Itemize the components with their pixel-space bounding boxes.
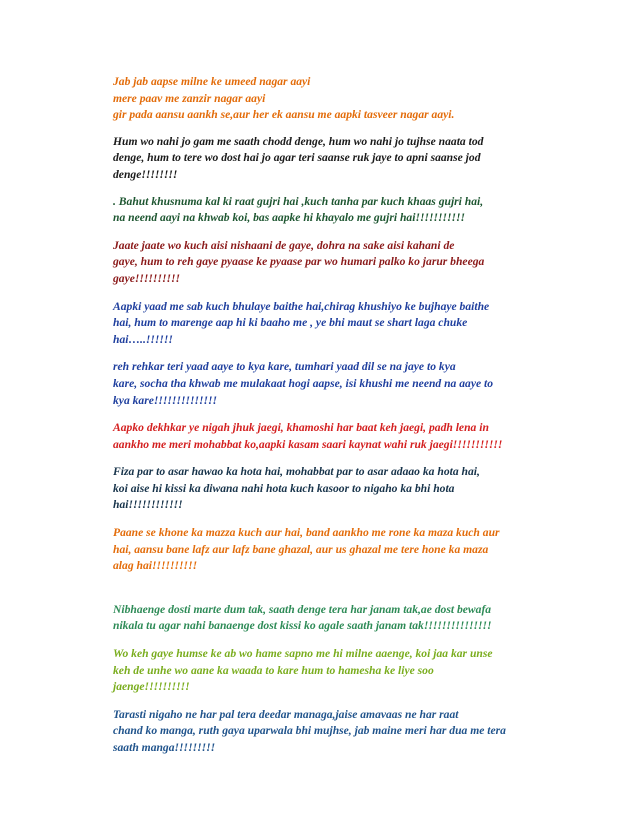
stanza-5 [113, 299, 553, 349]
stanza-10 [113, 602, 553, 635]
stanza-line: Paane se khone ka mazza kuch aur hai, band aankho me rone ka maza kuch aur [113, 526, 500, 540]
stanza-3 [113, 194, 553, 227]
stanza-line: mere paav me zanzir nagar aayi [113, 91, 266, 105]
stanza-line: Aapki yaad me sab kuch bhulaye baithe hai,chirag khushiyo ke bujhaye baithe [113, 299, 490, 313]
stanza-1 [113, 74, 553, 124]
stanza-line: hai, hum to marenge aap hi ki baaho me , ye bhi maut se shart laga chuke [113, 316, 468, 330]
stanza-line: Aapko dekhkar ye nigah jhuk jaegi, khamoshi har baat keh jaegi, padh lena in [113, 421, 489, 435]
stanza-line: hai!!!!!!!!!!!! [113, 498, 183, 512]
stanza-line: reh rehkar teri yaad aaye to kya kare, tumhari yaad dil se na jaye to kya [113, 360, 456, 374]
stanza-6 [113, 359, 553, 409]
stanza-line: Hum wo nahi jo gam me saath chodd denge, hum wo nahi jo tujhse naata tod [113, 134, 484, 148]
stanza-12 [113, 707, 553, 757]
stanza-line: jaenge!!!!!!!!!! [113, 680, 190, 694]
stanza-line: gaye, hum to reh gaye pyaase ke pyaase par wo humari palko ko jarur bheega [113, 255, 485, 269]
stanza-line: denge, hum to tere wo dost hai jo agar teri saanse ruk jaye to apni saanse jod [113, 151, 481, 165]
stanza-line: kya kare!!!!!!!!!!!!!! [113, 393, 218, 407]
stanza-line: gaye!!!!!!!!!! [113, 271, 181, 285]
stanza-line: keh de unhe wo aane ka waada to kare hum to hamesha ke liye soo [113, 663, 434, 677]
stanza-line: saath manga!!!!!!!!! [113, 741, 216, 754]
stanza-4 [113, 238, 553, 288]
stanza-8 [113, 464, 553, 514]
stanza-line: denge!!!!!!!! [113, 167, 178, 181]
stanza-line: hai…..!!!!!! [113, 332, 173, 346]
stanza-line: hai, aansu bane lafz aur lafz bane ghazal, aur us ghazal me tere hone ka maza [113, 542, 489, 556]
stanza-line: kare, socha tha khwab me mulakaat hogi aapse, isi khushi me neend na aaye to [113, 376, 494, 390]
stanza-line: aankho me meri mohabbat ko,aapki kasam saari kaynat wahi ruk jaegi!!!!!!!!!!! [113, 437, 503, 451]
document-page [113, 74, 553, 757]
stanza-line: koi aise hi kissi ka diwana nahi hota kuch kasoor to nigaho ka bhi hota [113, 481, 455, 495]
stanza-line: Jaate jaate wo kuch aisi nishaani de gaye, dohra na sake aisi kahani de [113, 238, 455, 252]
stanza-line: Jab jab aapse milne ke umeed nagar aayi [113, 75, 311, 88]
stanza-2 [113, 134, 553, 184]
stanza-line: gir pada aansu aankh se,aur her ek aansu me aapki tasveer nagar aayi. [113, 108, 455, 122]
stanza-line: nikala tu agar nahi banaenge dost kissi ko agale saath janam tak!!!!!!!!!!!!!!! [113, 619, 492, 633]
stanza-line: chand ko manga, ruth gaya uparwala bhi mujhse, jab maine meri har dua me tera [113, 724, 506, 738]
stanza-11 [113, 646, 553, 696]
stanza-line: alag hai!!!!!!!!!! [113, 559, 198, 573]
stanza-9 [113, 525, 553, 575]
stanza-line: Fiza par to asar hawao ka hota hai, mohabbat par to asar adaao ka hota hai, [113, 465, 480, 479]
stanza-line: Tarasti nigaho ne har pal tera deedar managa,jaise amavaas ne har raat [113, 707, 459, 721]
stanza-7 [113, 420, 553, 453]
stanza-line: na neend aayi na khwab koi, bas aapke hi khayalo me gujri hai!!!!!!!!!!! [113, 211, 466, 225]
stanza-line: Nibhaenge dosti marte dum tak, saath denge tera har janam tak,ae dost bewafa [113, 602, 492, 616]
stanza-line: . Bahut khusnuma kal ki raat gujri hai ,kuch tanha par kuch khaas gujri hai, [113, 194, 484, 208]
stanza-line: Wo keh gaye humse ke ab wo hame sapno me hi milne aaenge, koi jaa kar unse [113, 647, 493, 661]
